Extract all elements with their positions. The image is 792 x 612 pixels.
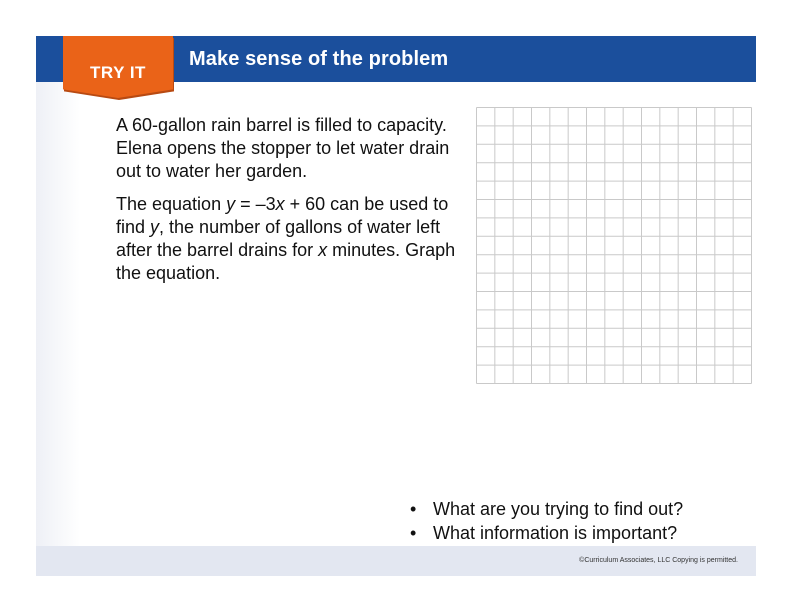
problem-text	[116, 114, 476, 295]
page-title: Make sense of the problem	[189, 48, 449, 70]
slide	[36, 36, 756, 576]
var-y: y	[226, 194, 236, 214]
p2-text-2: = –3	[235, 194, 276, 214]
copyright-notice: ©Curriculum Associates, LLC Copying is permitted.	[579, 557, 738, 564]
try-it-badge-label: TRY IT	[90, 63, 146, 82]
p2-text-1: The equation	[116, 194, 227, 214]
question-item: • What are you trying to find out?	[406, 497, 683, 521]
var-x: x	[275, 194, 285, 214]
question-list	[406, 497, 683, 545]
p2-text-5: minutes. Graph the equation.	[116, 240, 456, 283]
p2-text-4: , the number of gallons of water left after the barrel drains for	[116, 217, 441, 260]
side-shade	[36, 82, 80, 548]
problem-paragraph-2	[116, 193, 476, 285]
footer-bar	[36, 546, 756, 576]
var-x-2: x	[318, 240, 328, 260]
problem-paragraph-1: A 60-gallon rain barrel is filled to capacity. Elena opens the stopper to let water drain out to water her garden.	[116, 115, 450, 181]
p2-text-3: + 60 can be used to find	[116, 194, 449, 237]
var-y-2: y	[150, 217, 160, 237]
graph-grid-svg	[476, 107, 752, 384]
question-item: • What information is important?	[406, 521, 683, 545]
graph-grid[interactable]	[476, 107, 752, 389]
